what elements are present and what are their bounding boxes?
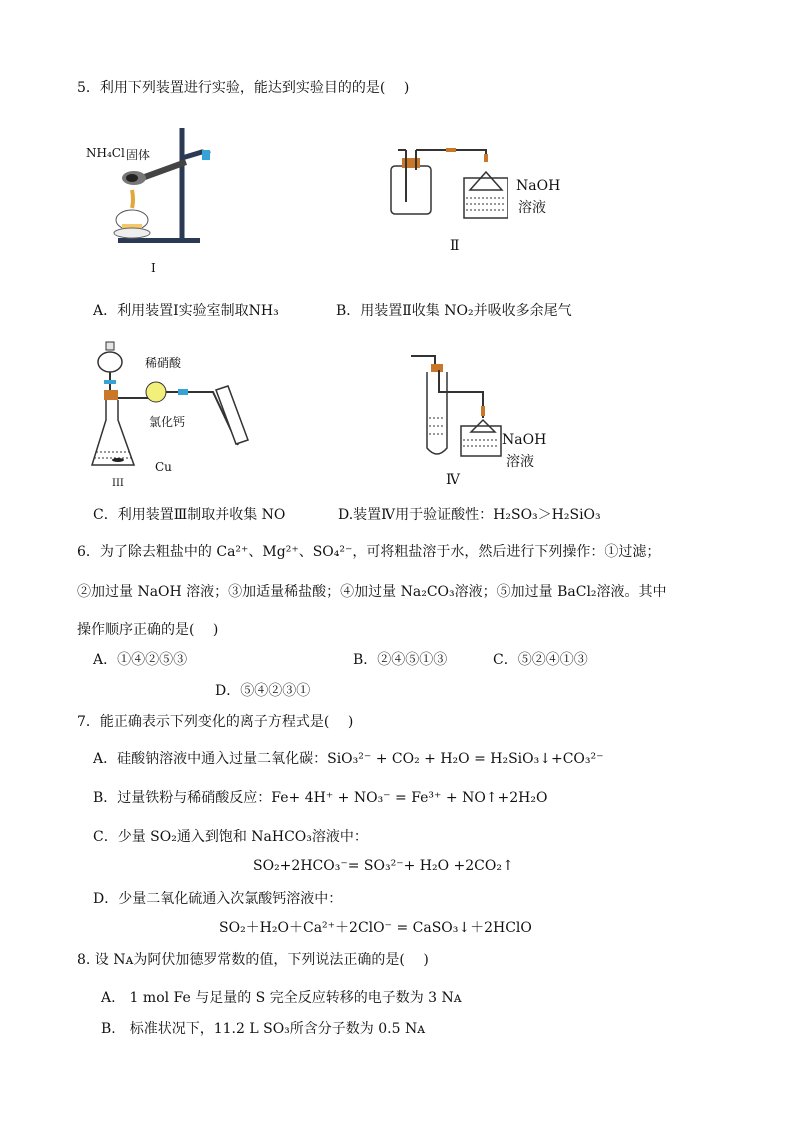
q6-option-c: C．⑤②④①③ [493,652,588,668]
q8-option-b: B. 标准状况下，11.2 L SO₃所含分子数为 0.5 Nᴀ [101,1021,426,1037]
q7-option-d-equation: SO₂＋H₂O＋Ca²⁺＋2ClO⁻ = CaSO₃↓＋2HClO [219,920,532,936]
q7-option-c-equation: SO₂+2HCO₃⁻= SO₃²⁻+ H₂O +2CO₂↑ [253,858,514,874]
q7-option-c: C．少量 SO₂通入到饱和 NaHCO₃溶液中： [93,829,368,845]
q6-option-a: A．①④②⑤③ [93,652,188,668]
q6-option-d: D．⑤④②③① [215,683,311,699]
q6-stem-line-3: 操作顺序正确的是( ) [77,622,219,638]
q8-stem: 8. 设 Nᴀ为阿伏加德罗常数的值，下列说法正确的是( ) [77,952,429,968]
fig4-solution-label: 溶液 [506,454,534,470]
q7-option-b: B．过量铁粉与稀硝酸反应：Fe+ 4H⁺ + NO₃⁻ = Fe³⁺ + NO↑+2H₂O [93,790,548,806]
fig3-caption: III [112,478,124,489]
q5-stem: 5．利用下列装置进行实验，能达到实验目的的是( ) [77,80,410,96]
q8-option-a: A. 1 mol Fe 与足量的 S 完全反应转移的电子数为 3 Nᴀ [101,990,462,1006]
fig1-solid-label: 固体 [126,148,151,162]
fig4-caption: Ⅳ [446,472,460,488]
q5-option-b: B．用装置Ⅱ收集 NO₂并吸收多余尾气 [336,303,572,319]
apparatus-figure-4 [405,348,505,463]
fig2-caption: Ⅱ [450,238,460,254]
fig4-naoh-label: NaOH [502,432,547,448]
q6-stem-line-1: 6．为了除去粗盐中的 Ca²⁺、Mg²⁺、SO₄²⁻，可将粗盐溶于水，然后进行下列操作：①过滤； [77,544,661,560]
q6-stem-line-2: ②加过量 NaOH 溶液；③加适量稀盐酸；④加过量 Na₂CO₃溶液；⑤加过量 BaCl₂溶液。其中 [77,584,667,600]
fig3-copper-label: Cu [155,460,172,474]
q7-option-d: D．少量二氧化硫通入次氯酸钙溶液中： [93,891,343,907]
fig2-solution-label: 溶液 [518,200,546,216]
fig1-caption: I [151,261,156,275]
fig1-nh4cl-label: NH₄Cl [86,146,125,160]
q5-option-a: A．利用装置Ⅰ实验室制取NH₃ [93,303,279,319]
q5-option-d: D.装置Ⅳ用于验证酸性：H₂SO₃＞H₂SiO₃ [338,507,601,523]
apparatus-figure-1 [82,120,242,280]
q6-option-b: B．②④⑤①③ [353,652,448,668]
apparatus-figure-2 [388,140,508,225]
q5-option-c: C．利用装置Ⅲ制取并收集 NO [93,507,286,523]
q7-stem: 7．能正确表示下列变化的离子方程式是( ) [77,714,354,730]
fig2-naoh-label: NaOH [516,178,561,194]
fig3-calcium-chloride-label: 氯化钙 [149,415,186,429]
q7-option-a: A．硅酸钠溶液中通入过量二氧化碳：SiO₃²⁻ + CO₂ + H₂O = H₂SiO₃↓+CO₃²⁻ [93,751,604,767]
fig3-acid-label: 稀硝酸 [145,356,182,370]
